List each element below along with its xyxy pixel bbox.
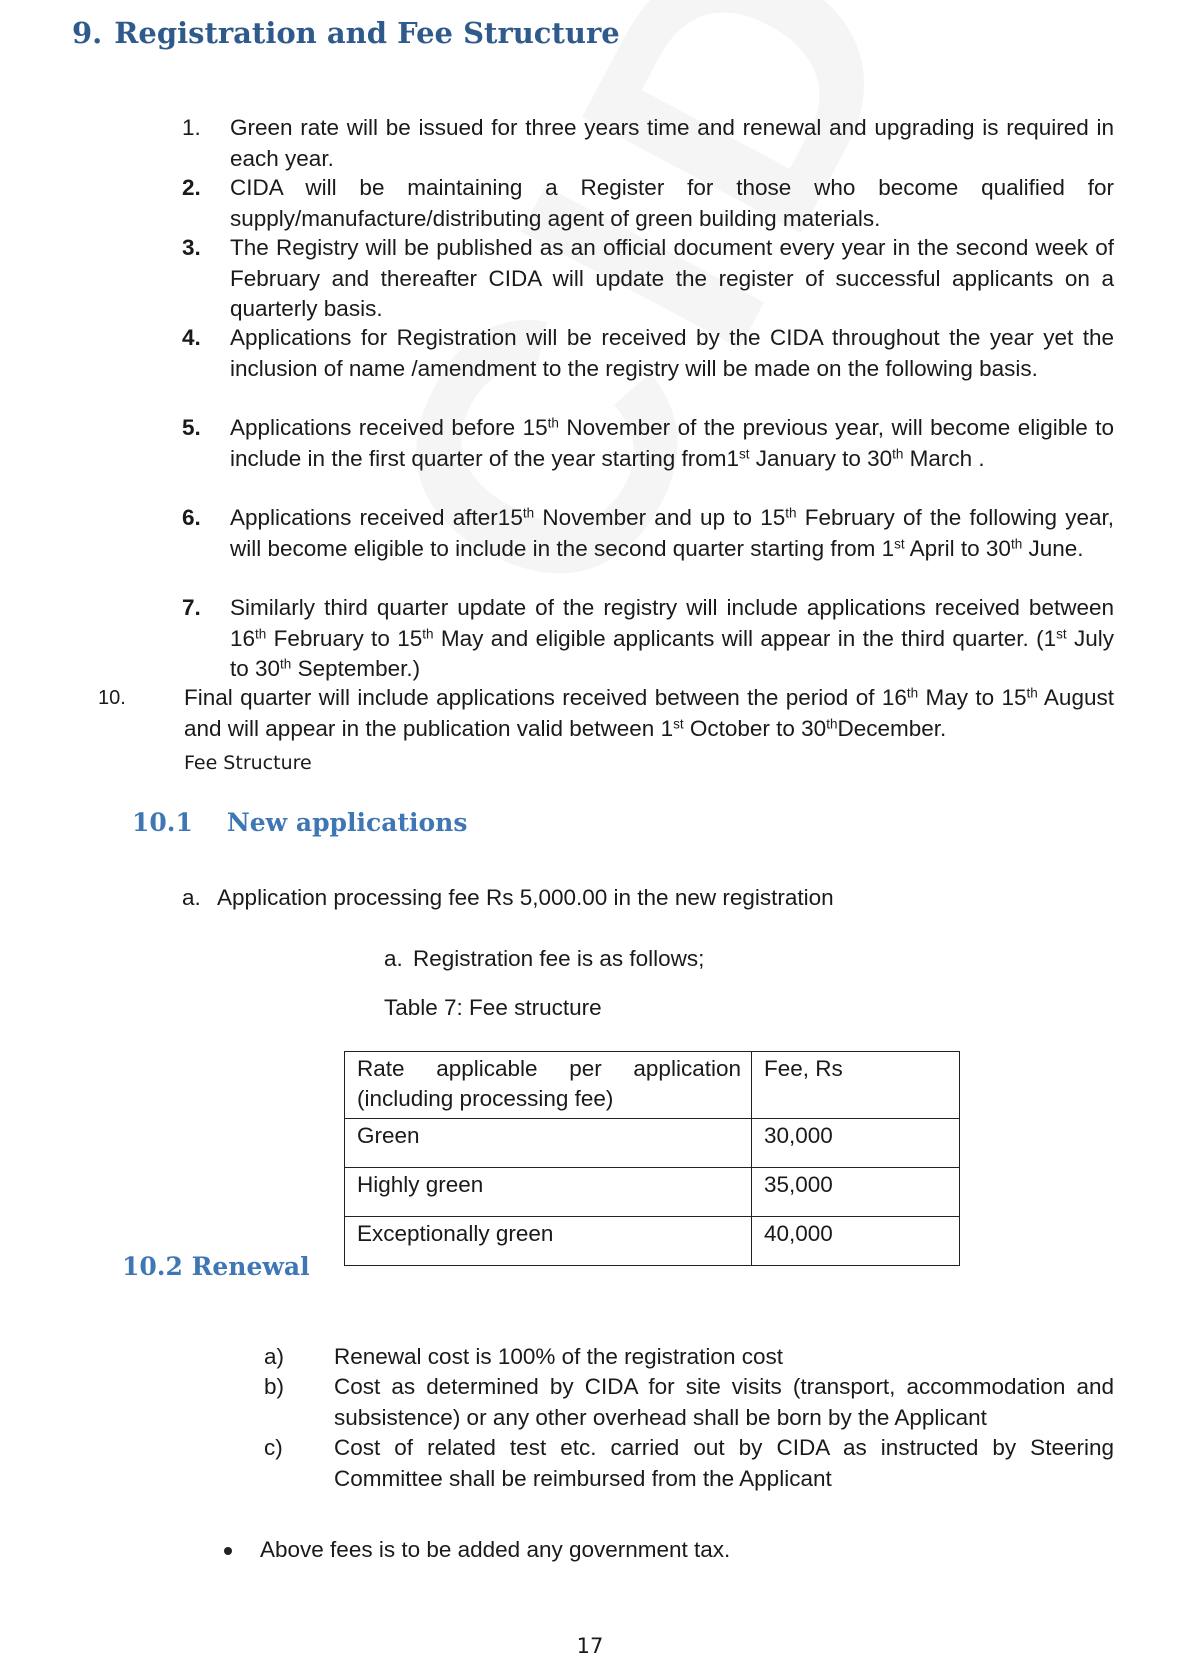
subsection-number: 10.1 [132, 808, 193, 837]
list-item-text: Cost as determined by CIDA for site visits (transport, accommodation and subsistence) or any other overhead shall be born by the Applicant [334, 1374, 1114, 1430]
tax-note: Above fees is to be added any government tax. [260, 1537, 731, 1562]
list-marker: 4. [182, 325, 201, 350]
list-item [182, 113, 1114, 174]
list-item-text: Applications received before 15th November of the previous year, will become eligible to include in the first quarter of the year starting from1st January to 30th March . [230, 415, 1114, 471]
table-cell: 40,000 [752, 1217, 960, 1266]
list-item-text: The Registry will be published as an official document every year in the second week of February and thereafter CIDA will update the register of successful applicants on a quarterly basis. [230, 235, 1114, 321]
list-item [264, 1372, 1114, 1433]
list-item [182, 173, 1114, 234]
table-caption: Table 7: Fee structure [384, 995, 602, 1020]
table-cell: 35,000 [752, 1168, 960, 1217]
list-marker: 10. [98, 687, 126, 709]
list-marker: a. [182, 885, 201, 910]
table-cell: 30,000 [752, 1119, 960, 1168]
registration-fee-line [384, 944, 704, 974]
list-item-text: Similarly third quarter update of the registry will include applications received between 16th February to 15th May and eligible applicants will appear in the third quarter. (1st July to 30th September.) [230, 595, 1114, 681]
list-marker: 7. [182, 595, 201, 620]
list-item-text: Applications received after15th November and up to 15th February of the following year, will become eligible to include in the second quarter starting from 1st April to 30th June. [230, 505, 1115, 561]
page-number: 17 [576, 1634, 604, 1658]
processing-fee-line [182, 883, 834, 913]
list-marker: 6. [182, 505, 201, 530]
list-marker: 1. [182, 115, 201, 140]
list-item [264, 1433, 1114, 1494]
fee-structure-label: Fee Structure [184, 752, 312, 774]
list-item-text: Applications for Registration will be received by the CIDA throughout the year yet the inclusion of name /amendment to the registry will be made on the following basis. [230, 325, 1114, 381]
list-item [182, 413, 1114, 474]
list-item [264, 1342, 1114, 1373]
table-header-cell: Rate applicable per application (including processing fee) [345, 1052, 752, 1119]
fee-table [344, 1051, 960, 1266]
section-number: 9. [72, 16, 103, 50]
subsection-title: New applications [226, 808, 468, 837]
list-marker: 5. [182, 415, 201, 440]
list-item-text: CIDA will be maintaining a Register for those who become qualified for supply/manufacture/distributing agent of green building materials. [230, 175, 1114, 231]
list-item [182, 323, 1114, 384]
list-item-text: Green rate will be issued for three years time and renewal and upgrading is required in each year. [230, 115, 1114, 171]
list-marker: c) [264, 1435, 283, 1460]
section-title: Registration and Fee Structure [114, 16, 620, 50]
list-item-text: Application processing fee Rs 5,000.00 in the new registration [217, 885, 834, 910]
list-marker: 2. [182, 175, 201, 200]
table-cell: Highly green [345, 1168, 752, 1217]
list-marker: a. [384, 946, 403, 971]
list-marker: a) [264, 1344, 285, 1369]
list-item-text: Cost of related test etc. carried out by CIDA as instructed by Steering Committee shall be reimbursed from the Applicant [334, 1435, 1114, 1491]
list-item-text: Renewal cost is 100% of the registration cost [334, 1344, 783, 1369]
bullet-icon [224, 1547, 232, 1555]
table-row [345, 1168, 960, 1217]
table-header-cell: Fee, Rs [752, 1052, 960, 1119]
list-item-text: Final quarter will include applications received between the period of 16th May to 15th August and will appear in the publication valid between 1st October to 30thDecember. [184, 685, 1114, 741]
list-item-text: Registration fee is as follows; [413, 946, 705, 971]
table-row [345, 1217, 960, 1266]
section-heading [72, 16, 620, 50]
table-cell: Green [345, 1119, 752, 1168]
table-header-row [345, 1052, 960, 1119]
table-cell: Exceptionally green [345, 1217, 752, 1266]
table-row [345, 1119, 960, 1168]
list-marker: 3. [182, 235, 201, 260]
list-item [182, 503, 1115, 564]
list-item [98, 683, 1114, 744]
list-marker: b) [264, 1374, 285, 1399]
list-item [182, 233, 1114, 325]
renewal-heading: 10.2 Renewal [122, 1252, 310, 1281]
list-item [182, 593, 1114, 685]
subsection-heading [132, 808, 467, 837]
